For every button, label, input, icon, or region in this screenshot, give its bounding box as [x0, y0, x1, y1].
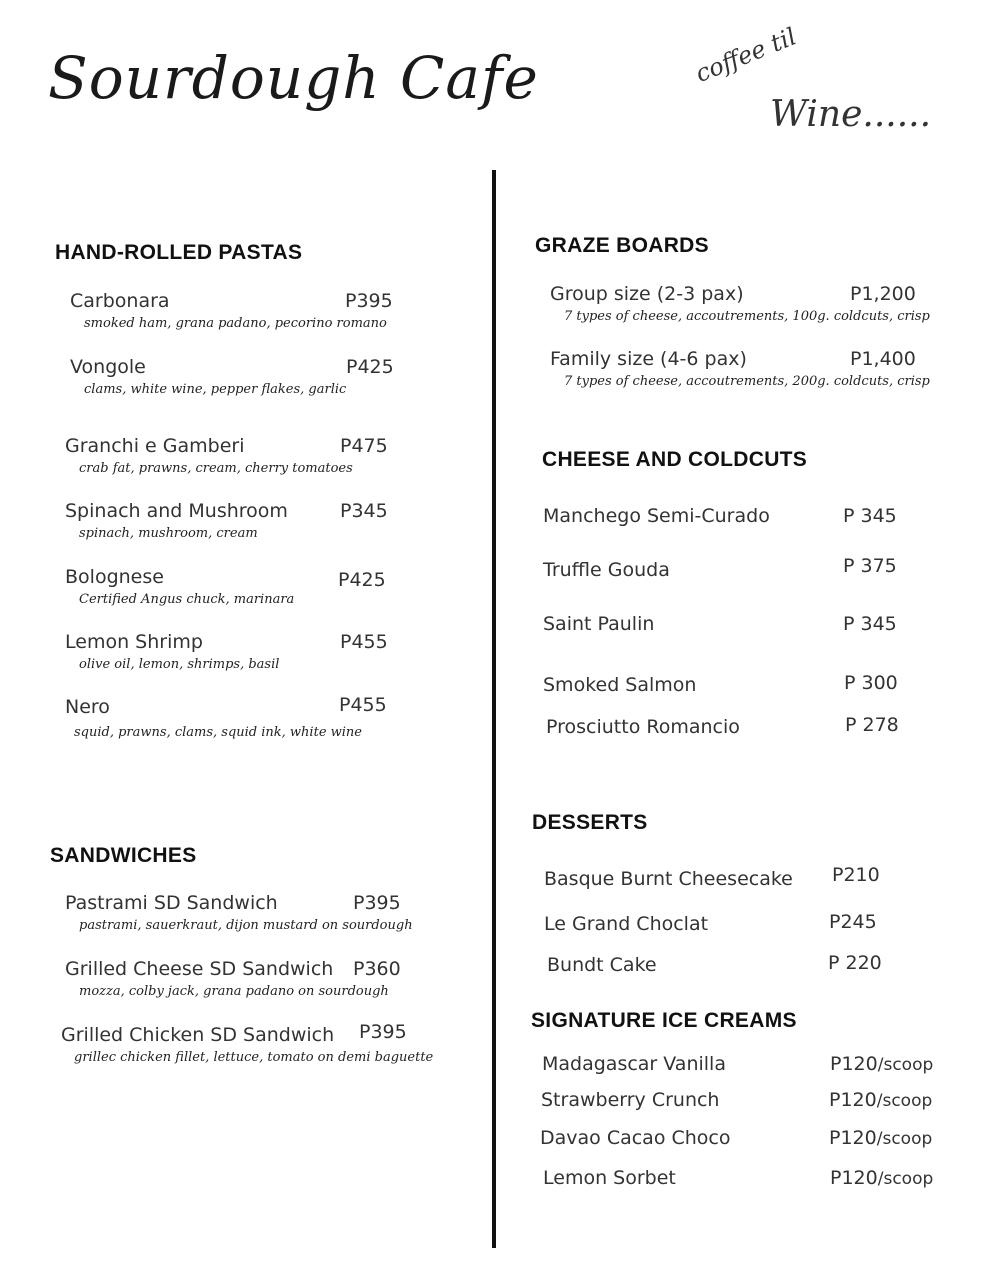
tagline-logo [691, 22, 932, 152]
item-price: P395 [359, 1021, 407, 1043]
section-heading-sandwiches: SANDWICHES [50, 844, 197, 867]
item-price [829, 1089, 932, 1111]
price-value: P120 [830, 1053, 878, 1075]
tagline-bottom: Wine...... [770, 94, 932, 135]
item-description: pastrami, sauerkraut, dijon mustard on sourdough [79, 918, 413, 933]
price-value: P120 [829, 1127, 877, 1149]
item-description: grillec chicken fillet, lettuce, tomato on demi baguette [74, 1050, 434, 1065]
item-name: Saint Paulin [543, 613, 655, 635]
price-unit: /scoop [877, 1169, 934, 1189]
item-name: Madagascar Vanilla [542, 1053, 726, 1075]
section-heading-pastas: HAND-ROLLED PASTAS [55, 241, 303, 264]
item-name: Grilled Chicken SD Sandwich [61, 1024, 335, 1046]
item-name: Truffle Gouda [543, 559, 670, 581]
section-heading-cheese-and-coldcuts: CHEESE AND COLDCUTS [542, 448, 808, 471]
section-heading-signature-ice-creams: SIGNATURE ICE CREAMS [531, 1009, 797, 1032]
item-price: P360 [353, 958, 401, 980]
item-price: P 300 [844, 672, 898, 694]
item-price: P425 [338, 569, 386, 591]
item-price: P210 [832, 864, 880, 886]
item-price [830, 1053, 933, 1075]
item-price: P1,200 [850, 283, 916, 305]
item-price: P455 [340, 631, 388, 653]
item-name: Grilled Cheese SD Sandwich [65, 958, 334, 980]
item-price [830, 1167, 933, 1189]
item-price: P395 [345, 290, 393, 312]
item-name: Pastrami SD Sandwich [65, 892, 278, 914]
item-name: Prosciutto Romancio [546, 716, 740, 738]
item-description: mozza, colby jack, grana padano on sourdough [79, 984, 389, 999]
item-name: Carbonara [70, 290, 170, 312]
item-price: P 375 [843, 555, 897, 577]
item-name: Nero [65, 696, 110, 718]
item-name: Manchego Semi-Curado [543, 505, 770, 527]
item-name: Granchi e Gamberi [65, 435, 245, 457]
section-heading-desserts: DESSERTS [532, 811, 648, 834]
item-name: Bundt Cake [547, 954, 657, 976]
item-price: P245 [829, 911, 877, 933]
item-price: P455 [339, 694, 387, 716]
item-description: spinach, mushroom, cream [79, 526, 258, 541]
item-name: Basque Burnt Cheesecake [544, 868, 793, 890]
item-name: Lemon Shrimp [65, 631, 203, 653]
item-description: 7 types of cheese, accoutrements, 200g. coldcuts, crisp [564, 374, 930, 389]
item-price: P 278 [845, 714, 899, 736]
column-divider [492, 170, 496, 1248]
item-price: P425 [346, 356, 394, 378]
tagline-top: coffee til [691, 22, 801, 88]
item-name: Bolognese [65, 566, 164, 588]
item-description: 7 types of cheese, accoutrements, 100g. coldcuts, crisp [564, 309, 930, 324]
price-value: P120 [830, 1167, 878, 1189]
item-name: Lemon Sorbet [543, 1167, 676, 1189]
item-name: Spinach and Mushroom [65, 500, 288, 522]
item-price: P345 [340, 500, 388, 522]
item-name: Family size (4-6 pax) [550, 348, 747, 370]
item-name: Strawberry Crunch [541, 1089, 720, 1111]
item-description: clams, white wine, pepper flakes, garlic [84, 382, 347, 397]
item-price: P395 [353, 892, 401, 914]
item-name: Le Grand Choclat [544, 913, 709, 935]
item-description: crab fat, prawns, cream, cherry tomatoes [79, 461, 353, 476]
section-heading-graze-boards: GRAZE BOARDS [535, 234, 709, 257]
item-name: Group size (2-3 pax) [550, 283, 744, 305]
item-name: Davao Cacao Choco [540, 1127, 731, 1149]
item-price: P 220 [828, 952, 882, 974]
price-unit: /scoop [877, 1055, 934, 1075]
price-value: P120 [829, 1089, 877, 1111]
item-price: P 345 [843, 613, 897, 635]
item-description: olive oil, lemon, shrimps, basil [79, 657, 280, 672]
item-description: squid, prawns, clams, squid ink, white wine [74, 725, 362, 740]
item-price: P475 [340, 435, 388, 457]
item-description: smoked ham, grana padano, pecorino romano [84, 316, 387, 331]
price-unit: /scoop [876, 1091, 933, 1111]
item-name: Vongole [70, 356, 146, 378]
item-price: P 345 [843, 505, 897, 527]
item-name: Smoked Salmon [543, 674, 697, 696]
item-description: Certified Angus chuck, marinara [79, 592, 295, 607]
price-unit: /scoop [876, 1129, 933, 1149]
item-price [829, 1127, 932, 1149]
item-price: P1,400 [850, 348, 916, 370]
cafe-logo: Sourdough Cafe [48, 44, 539, 112]
